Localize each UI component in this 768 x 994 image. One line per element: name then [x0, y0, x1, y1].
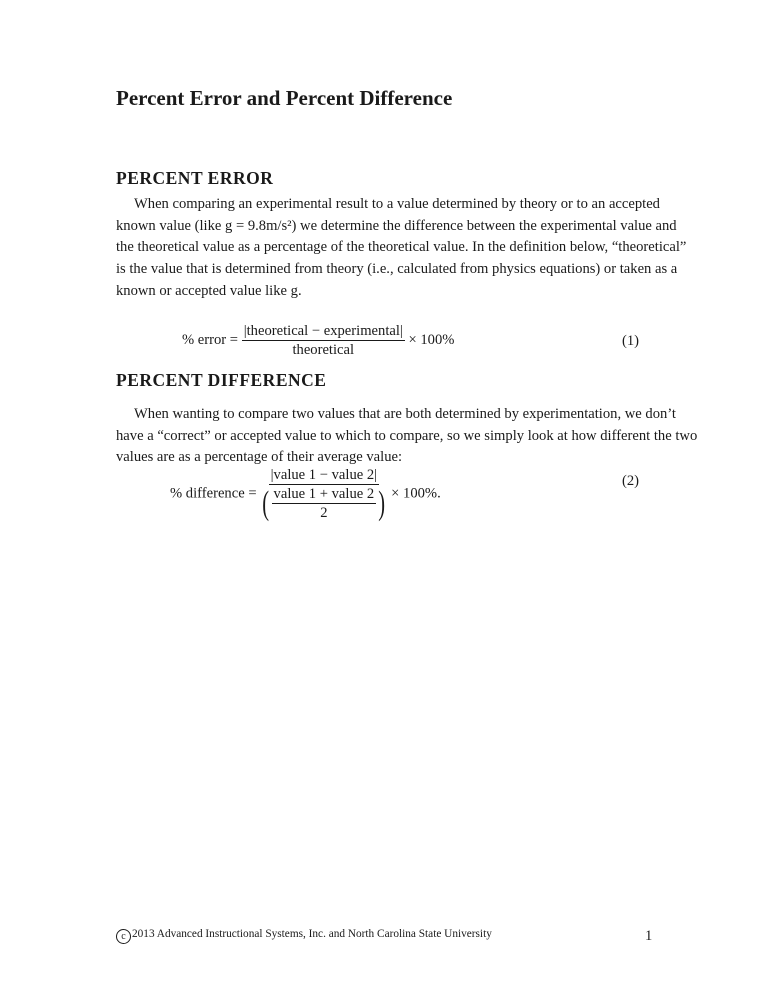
equation-percent-error	[182, 322, 454, 359]
paragraph-line: known or accepted value like g.	[116, 282, 302, 299]
footer-copyright	[116, 928, 492, 944]
page-title: Percent Error and Percent Difference	[116, 86, 453, 110]
paragraph-percent-error	[116, 194, 687, 302]
copyright-icon: c	[116, 929, 131, 944]
paragraph-line: values are as a percentage of their average value:	[116, 449, 403, 466]
paragraph-percent-difference	[116, 404, 698, 469]
equation-factor: × 100%	[408, 331, 455, 348]
equation-number: (2)	[622, 473, 640, 489]
right-paren: )	[378, 484, 386, 522]
footer-text: 2013 Advanced Instructional Systems, Inc. and North Carolina State University	[132, 928, 492, 940]
equation-factor: × 100%.	[391, 485, 441, 502]
denominator: theoretical	[292, 342, 355, 358]
paragraph-line: known value (like g = 9.8m/s²) we determine the difference between the experimental value and	[116, 217, 677, 234]
equation-percent-difference	[170, 466, 441, 522]
paragraph-line: have a “correct” or accepted value to which to compare, so we simply look at how different the two	[116, 427, 698, 444]
paragraph-line: is the value that is determined from theory (i.e., calculated from physics equations) or taken as a	[116, 261, 678, 278]
equation-lhs: % error =	[182, 331, 239, 348]
numerator: |value 1 − value 2|	[270, 467, 378, 483]
denominator	[260, 485, 387, 522]
section-heading-percent-error: PERCENT ERROR	[116, 168, 274, 188]
equation-number: (1)	[622, 333, 640, 349]
inner-numerator: value 1 + value 2	[273, 486, 375, 502]
paragraph-line: the theoretical value as a percentage of the theoretical value. In the definition below, “theoretical”	[116, 239, 687, 256]
left-paren: (	[262, 484, 270, 522]
inner-fraction	[272, 485, 377, 522]
paragraph-line: When comparing an experimental result to a value determined by theory or to an accepted	[134, 196, 660, 212]
page-number: 1	[645, 928, 653, 944]
numerator: |theoretical − experimental|	[243, 323, 403, 339]
section-heading-percent-difference: PERCENT DIFFERENCE	[116, 370, 327, 390]
fraction	[242, 322, 405, 359]
inner-denominator: 2	[320, 505, 328, 521]
fraction	[260, 466, 387, 522]
paragraph-line: When wanting to compare two values that are both determined by experimentation, we don’t	[134, 406, 676, 422]
equation-lhs: % difference =	[170, 485, 257, 502]
